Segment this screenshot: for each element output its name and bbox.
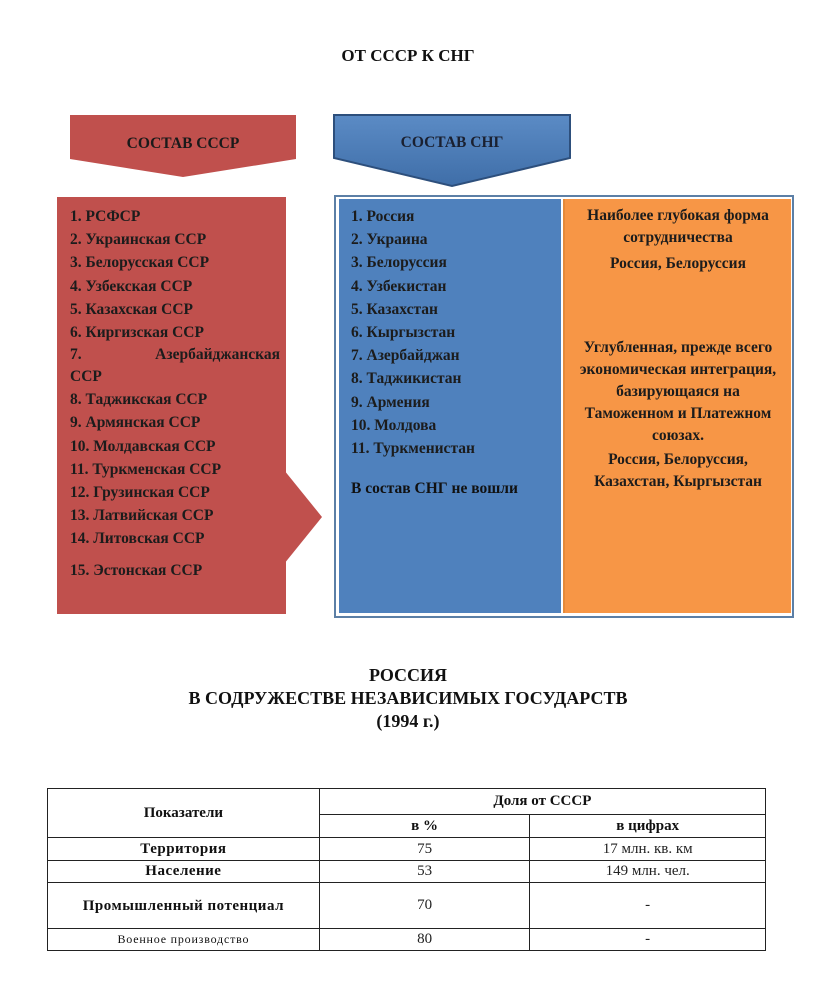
row-name: Военное производство	[48, 929, 320, 951]
cis-header-label: СОСТАВ СНГ	[400, 134, 504, 151]
cis-item: 3. Белоруссия	[351, 254, 447, 272]
row-name: Территория	[48, 838, 320, 861]
section-heading-line2: В СОДРУЖЕСТВЕ НЕЗАВИСИМЫХ ГОСУДАРСТВ	[188, 688, 628, 708]
row-name: Население	[48, 861, 320, 883]
ussr-to-cis-arrow	[284, 470, 324, 569]
ussr-header-arrow	[70, 115, 296, 177]
ussr-item: 12. Грузинская ССР	[70, 484, 210, 502]
row-percent: 75	[319, 838, 530, 861]
cis-list-panel	[339, 199, 561, 613]
right-arrow-icon	[284, 470, 324, 564]
cis-item: 1. Россия	[351, 208, 415, 225]
table-row	[48, 838, 766, 861]
section-heading	[0, 664, 816, 733]
row-name: Промышленный потенциал	[48, 883, 320, 929]
ussr-list-panel	[57, 197, 286, 614]
ussr-item: 1. РСФСР	[70, 208, 141, 225]
row-percent: 70	[319, 883, 530, 929]
cis-list	[339, 199, 561, 460]
ussr-item: 6. Киргизская ССР	[70, 324, 204, 342]
table-row	[48, 861, 766, 883]
cooperation-panel	[563, 199, 791, 613]
cis-item: 2. Украина	[351, 231, 428, 249]
russia-share-table	[47, 788, 766, 951]
row-percent: 53	[319, 861, 530, 883]
row-figures: 17 млн. кв. км	[530, 838, 766, 861]
ussr-item: 10. Молдавская ССР	[70, 437, 216, 455]
ussr-item-7-head: 7. Азербайджанская	[70, 346, 280, 364]
row-figures: 149 млн. чел.	[530, 861, 766, 883]
ussr-item	[70, 344, 280, 388]
ussr-list	[57, 197, 286, 582]
row-figures: -	[530, 883, 766, 929]
ussr-item: 5. Казахская ССР	[70, 300, 194, 318]
ussr-item: 8. Таджикская ССР	[70, 391, 208, 409]
header-indicator: Показатели	[48, 789, 320, 838]
cis-item: 7. Азербайджан	[351, 347, 460, 365]
integration-countries: Россия, Белоруссия, Казахстан, Кыргызстан	[594, 451, 762, 490]
cis-item: 9. Армения	[351, 393, 430, 411]
cis-item: 10. Молдова	[351, 416, 437, 434]
page-title: ОТ СССР К СНГ	[341, 46, 475, 65]
header-percent: в %	[319, 815, 530, 838]
section-heading-line1: РОССИЯ	[368, 665, 448, 685]
ussr-item: 14. Литовская ССР	[70, 530, 205, 548]
cis-item: 8. Таджикистан	[351, 370, 462, 388]
ussr-item-7-tail: ССР	[70, 368, 102, 386]
ussr-item: 11. Туркменская ССР	[70, 460, 222, 478]
table-header-row	[48, 789, 766, 815]
header-share-group: Доля от СССР	[319, 789, 765, 815]
cis-item: 5. Казахстан	[351, 300, 438, 318]
deepest-cooperation-countries: Россия, Белоруссия	[610, 255, 746, 272]
row-figures: -	[530, 929, 766, 951]
row-percent: 80	[319, 929, 530, 951]
integration-description: Углубленная, прежде всего экономическая интеграция, базирующаяся на Таможенном и Платежном союзах.	[579, 339, 777, 444]
cis-header-arrow	[333, 114, 571, 188]
header-figures: в цифрах	[530, 815, 766, 838]
cis-item: 11. Туркменистан	[351, 440, 475, 458]
cis-item: 6. Кыргызстан	[351, 324, 456, 342]
ussr-item: 9. Армянская ССР	[70, 414, 201, 432]
ussr-item: 3. Белорусская ССР	[70, 254, 210, 272]
deepest-cooperation-title: Наиболее глубокая форма сотрудничества	[587, 207, 769, 246]
table-row	[48, 883, 766, 929]
cis-not-joined-note: В состав СНГ не вошли	[351, 480, 518, 498]
cis-item: 4. Узбекистан	[351, 277, 447, 295]
ussr-item: 15. Эстонская ССР	[70, 561, 203, 579]
ussr-header-label: СОСТАВ СССР	[126, 135, 240, 152]
section-heading-line3: (1994 г.)	[376, 711, 440, 731]
ussr-item: 4. Узбекская ССР	[70, 277, 193, 295]
ussr-item: 2. Украинская ССР	[70, 231, 207, 249]
table-row	[48, 929, 766, 951]
ussr-item: 13. Латвийская ССР	[70, 507, 214, 525]
